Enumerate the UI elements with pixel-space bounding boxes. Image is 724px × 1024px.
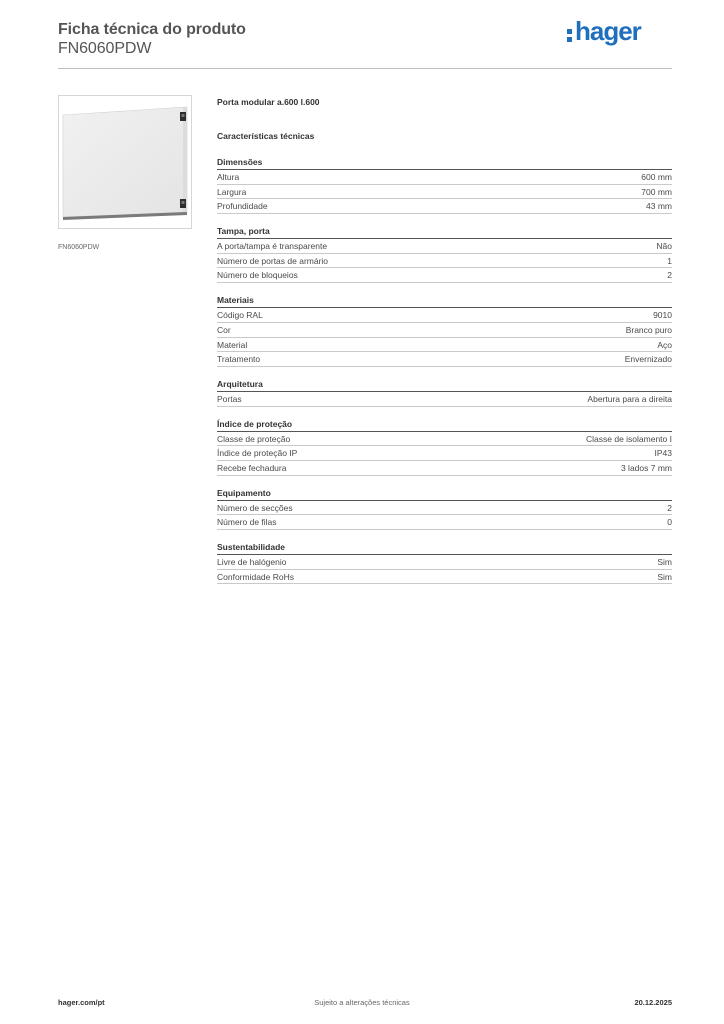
- spec-value: 700 mm: [641, 186, 672, 197]
- spec-label: Profundidade: [217, 201, 268, 212]
- spec-group: [217, 541, 672, 584]
- spec-row: [217, 570, 672, 585]
- spec-value: Aço: [657, 339, 672, 350]
- spec-row: [217, 254, 672, 269]
- spec-groups: [217, 156, 672, 584]
- spec-row: [217, 432, 672, 447]
- spec-group-title: Equipamento: [217, 487, 672, 501]
- spec-group-title: Arquitetura: [217, 378, 672, 392]
- spec-label: Material: [217, 339, 248, 350]
- document-title: Ficha técnica do produto: [58, 21, 246, 38]
- spec-group-title: Índice de proteção: [217, 418, 672, 432]
- spec-group: [217, 418, 672, 476]
- spec-group-title: Materiais: [217, 294, 672, 308]
- spec-label: Número de portas de armário: [217, 255, 329, 266]
- spec-value: Sim: [657, 571, 672, 582]
- spec-value: 2: [667, 270, 672, 281]
- spec-label: Número de filas: [217, 517, 277, 528]
- spec-row: [217, 392, 672, 407]
- spec-row: [217, 170, 672, 185]
- header-divider: [58, 68, 672, 69]
- spec-value: 9010: [653, 310, 672, 321]
- spec-value: Não: [656, 241, 672, 252]
- spec-group: [217, 156, 672, 214]
- spec-label: A porta/tampa é transparente: [217, 241, 328, 252]
- spec-row: [217, 352, 672, 367]
- door-panel-icon: [59, 96, 193, 230]
- spec-label: Tratamento: [217, 354, 261, 365]
- image-caption: FN6060PDW: [58, 244, 100, 251]
- spec-value: Branco puro: [625, 324, 672, 335]
- spec-sheet: [217, 96, 672, 584]
- spec-value: 600 mm: [641, 172, 672, 182]
- spec-label: Altura: [217, 172, 240, 182]
- footer-disclaimer: Sujeito a alterações técnicas: [314, 998, 410, 1007]
- spec-heading: Características técnicas: [217, 131, 315, 141]
- spec-row: [217, 308, 672, 323]
- spec-label: Número de secções: [217, 502, 293, 513]
- spec-value: Sim: [657, 557, 672, 567]
- spec-value: 2: [667, 502, 672, 513]
- spec-row: [217, 199, 672, 214]
- spec-row: [217, 461, 672, 476]
- spec-row: [217, 268, 672, 283]
- spec-row: [217, 185, 672, 200]
- spec-group-title: Dimensões: [217, 156, 672, 170]
- spec-row: [217, 338, 672, 353]
- spec-label: Código RAL: [217, 310, 263, 321]
- spec-value: Envernizado: [624, 354, 672, 365]
- spec-row: [217, 501, 672, 516]
- spec-value: 3 lados 7 mm: [620, 462, 672, 473]
- spec-label: Índice de proteção IP: [217, 448, 298, 459]
- spec-row: [217, 446, 672, 461]
- spec-value: 1: [667, 255, 672, 266]
- spec-row: [217, 323, 672, 338]
- footer-date: 20.12.2025: [634, 998, 672, 1007]
- spec-label: Largura: [217, 186, 247, 197]
- product-code: FN6060PDW: [58, 40, 152, 57]
- hager-logo: [566, 16, 658, 50]
- spec-label: Número de bloqueios: [217, 270, 298, 281]
- logo-text: hager: [575, 16, 641, 46]
- spec-row: [217, 555, 672, 570]
- logo-dot-icon: [567, 29, 572, 34]
- spec-value: 43 mm: [646, 201, 672, 212]
- spec-label: Portas: [217, 393, 242, 404]
- spec-label: Cor: [217, 324, 231, 335]
- spec-group-title: Sustentabilidade: [217, 541, 672, 555]
- product-image: [58, 95, 192, 229]
- spec-group: [217, 294, 672, 367]
- spec-label: Classe de proteção: [217, 433, 291, 444]
- spec-label: Conformidade RoHs: [217, 571, 295, 582]
- spec-row: [217, 515, 672, 530]
- spec-value: Classe de isolamento I: [586, 433, 672, 444]
- spec-group-title: Tampa, porta: [217, 225, 672, 239]
- spec-value: 0: [667, 517, 672, 528]
- product-name: Porta modular a.600 l.600: [217, 97, 320, 107]
- footer-website[interactable]: hager.com/pt: [58, 998, 105, 1007]
- logo-dot-icon: [567, 37, 572, 42]
- spec-value: IP43: [654, 448, 672, 459]
- spec-label: Livre de halógenio: [217, 557, 287, 567]
- spec-row: [217, 239, 672, 254]
- spec-label: Recebe fechadura: [217, 462, 287, 473]
- spec-group: [217, 487, 672, 530]
- spec-group: [217, 378, 672, 407]
- spec-group: [217, 225, 672, 283]
- spec-value: Abertura para a direita: [587, 393, 672, 404]
